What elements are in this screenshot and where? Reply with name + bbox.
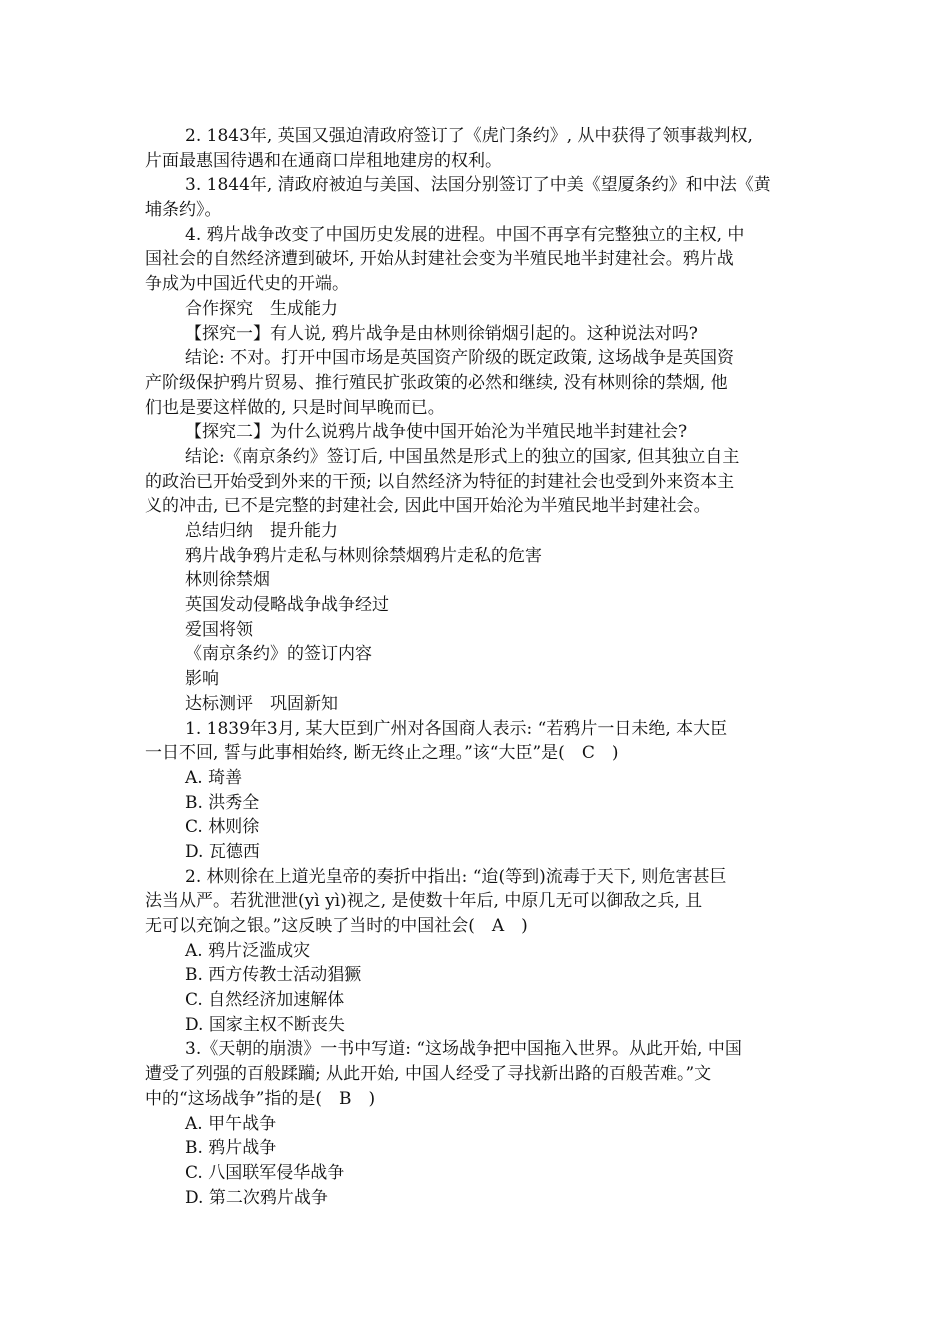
text-line: B. 洪秀全 — [185, 792, 260, 813]
text-line: A. 甲午战争 — [185, 1113, 277, 1134]
text-line: 中的“这场战争”指的是( B ) — [145, 1088, 376, 1109]
text-line: 3. 1844年, 清政府被迫与美国、法国分别签订了中美《望厦条约》和中法《黄 — [185, 175, 771, 196]
text-line: 达标测评 巩固新知 — [185, 693, 338, 714]
text-line: 法当从严。若犹泄泄(yì yì)视之, 是使数十年后, 中原几无可以御敌之兵, 且 — [145, 891, 703, 912]
text-line: 英国发动侵略战争战争经过 — [185, 595, 389, 616]
text-line: 总结归纳 提升能力 — [185, 521, 338, 541]
text-line: C. 八国联军侵华战争 — [185, 1162, 345, 1183]
text-line: D. 第二次鸦片战争 — [185, 1187, 328, 1208]
text-line: 国社会的自然经济遭到破坏, 开始从封建社会变为半殖民地半封建社会。鸦片战 — [145, 249, 734, 270]
text-line: 合作探究 生成能力 — [185, 298, 338, 319]
text-line: 2. 1843年, 英国又强迫清政府签订了《虎门条约》, 从中获得了领事裁判权, — [185, 126, 753, 146]
text-line: 结论: 不对。打开中国市场是英国资产阶级的既定政策, 这场战争是英国资 — [185, 348, 734, 369]
text-line: 3.《天朝的崩溃》一书中写道: “这场战争把中国拖入世界。从此开始, 中国 — [185, 1039, 742, 1060]
text-line: 片面最惠国待遇和在通商口岸租地建房的权利。 — [145, 150, 502, 171]
text-line: 1. 1839年3月, 某大臣到广州对各国商人表示: “若鸦片一日未绝, 本大臣 — [185, 718, 728, 739]
text-line: 影响 — [185, 669, 219, 690]
text-line: C. 林则徐 — [185, 817, 260, 838]
text-line: 4. 鸦片战争改变了中国历史发展的进程。中国不再享有完整独立的主权, 中 — [185, 224, 745, 245]
text-line: C. 自然经济加速解体 — [185, 990, 345, 1011]
text-line: 2. 林则徐在上道光皇帝的奏折中指出: “迨(等到)流毒于天下, 则危害甚巨 — [185, 866, 727, 887]
text-line: 义的冲击, 已不是完整的封建社会, 因此中国开始沦为半殖民地半封建社会。 — [145, 496, 711, 517]
text-line: 遭受了列强的百般蹂躏; 从此开始, 中国人经受了寻找新出路的百般苦难。”文 — [145, 1064, 712, 1085]
text-line: 【探究二】为什么说鸦片战争使中国开始沦为半殖民地半封建社会? — [185, 422, 688, 443]
text-line: 无可以充饷之银。”这反映了当时的中国社会( A ) — [145, 916, 528, 936]
text-line: 【探究一】有人说, 鸦片战争是由林则徐销烟引起的。这种说法对吗? — [185, 323, 698, 344]
text-line: 一日不回, 誓与此事相始终, 断无终止之理。”该“大臣”是( C ) — [145, 743, 619, 764]
text-line: 争成为中国近代史的开端。 — [145, 274, 349, 295]
text-line: 们也是要这样做的, 只是时间早晚而已。 — [145, 397, 445, 418]
document-body — [145, 124, 807, 1210]
text-line: 林则徐禁烟 — [185, 570, 270, 591]
text-line: B. 西方传教士活动猖獗 — [185, 965, 362, 986]
text-line: D. 国家主权不断丧失 — [185, 1014, 345, 1035]
text-line: 结论:《南京条约》签订后, 中国虽然是形式上的独立的国家, 但其独立自主 — [185, 446, 740, 467]
text-line: B. 鸦片战争 — [185, 1138, 277, 1159]
text-line: 产阶级保护鸦片贸易、推行殖民扩张政策的必然和继续, 没有林则徐的禁烟, 他 — [145, 372, 728, 393]
text-line: 埔条约》。 — [145, 200, 222, 221]
text-line: 的政治已开始受到外来的干预; 以自然经济为特征的封建社会也受到外来资本主 — [145, 471, 735, 492]
text-line: A. 琦善 — [185, 767, 243, 788]
text-line: 《南京条约》的签订内容 — [185, 644, 372, 665]
text-line: A. 鸦片泛滥成灾 — [185, 940, 311, 961]
text-line: D. 瓦德西 — [185, 841, 260, 862]
text-line: 鸦片战争鸦片走私与林则徐禁烟鸦片走私的危害 — [185, 545, 542, 566]
text-line: 爱国将领 — [185, 619, 253, 640]
